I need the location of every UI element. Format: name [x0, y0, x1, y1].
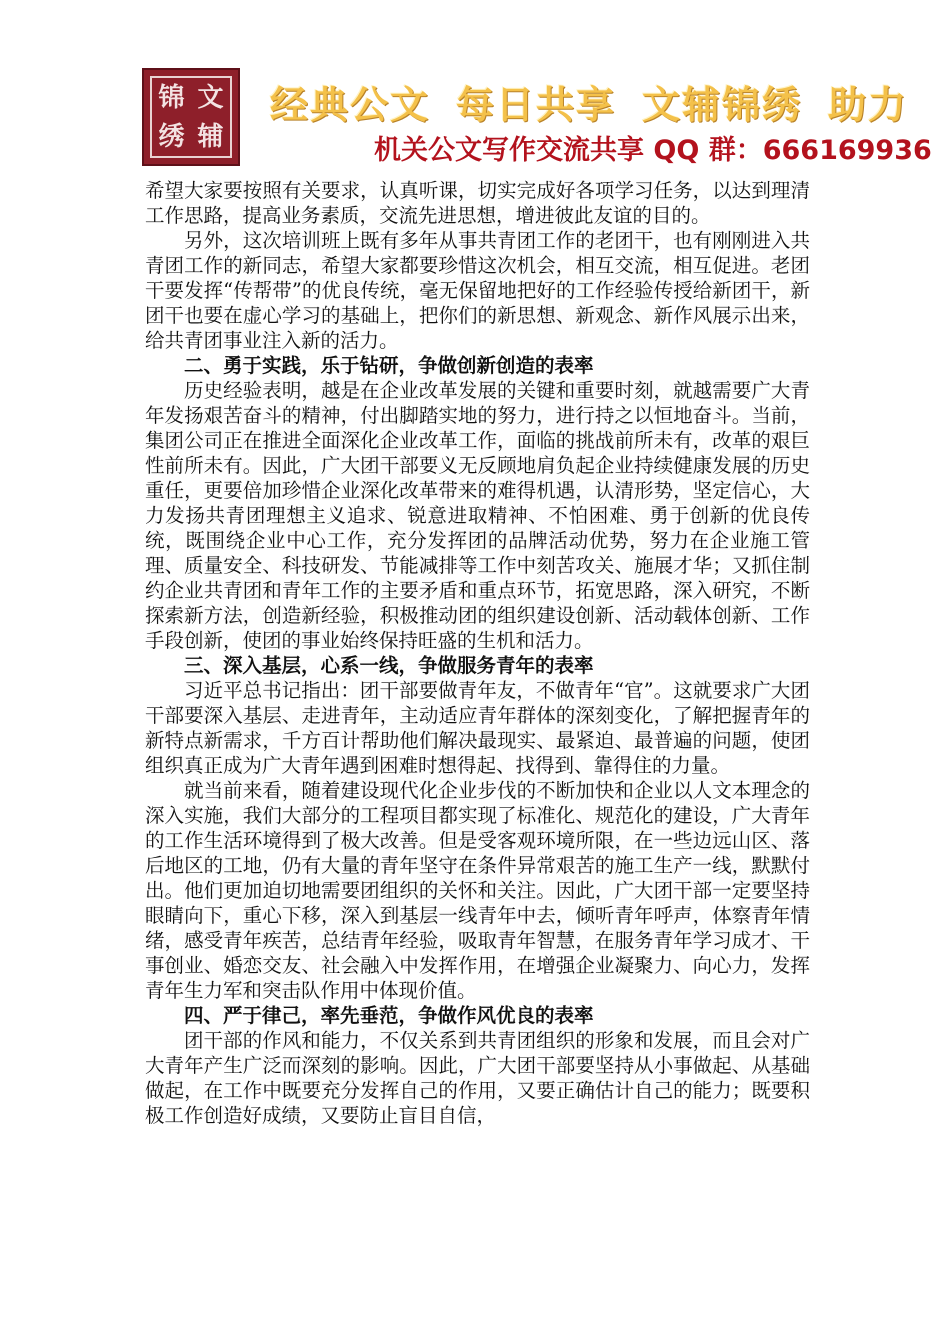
- slogan-item: 文辅锦绣: [642, 83, 803, 127]
- seal-char: 锦: [158, 82, 185, 113]
- section-heading: 二、勇于实践，乐于钻研，争做创新创造的表率: [184, 354, 594, 377]
- slogan-item: 每日共享: [456, 83, 617, 127]
- paragraph: 团干部的作风和能力，不仅关系到共青团组织的形象和发展，而且会对广大青年产生广泛而深刻的影响。因此，广大团干部要坚持从小事做起、从基础做起，在工作中既要充分发挥自己的作用，又要正确估计自己的能力；既要积极工作创造好成绩，又要防止盲目自信，: [145, 1029, 810, 1127]
- banner-slogan: [270, 74, 934, 129]
- seal-characters: [152, 78, 230, 156]
- section-heading: 四、严于律己，率先垂范，争做作风优良的表率: [184, 1004, 594, 1027]
- seal-char: 绣: [158, 121, 185, 152]
- paragraph: 历史经验表明，越是在企业改革发展的关键和重要时刻，就越需要广大青年发扬艰苦奋斗的精神，付出脚踏实地的努力，进行持之以恒地奋斗。当前，集团公司正在推进全面深化企业改革工作，面临的挑战前所未有，改革的艰巨性前所未有。因此，广大团干部要义无反顾地肩负起企业持续健康发展的历史重任，更要倍加珍惜企业深化改革带来的难得机遇，认清形势，坚定信心，大力发扬共青团理想主义追求、锐意进取精神、不怕困难、勇于创新的优良传统，既围绕企业中心工作，充分发挥团的品牌活动优势，努力在企业施工管理、质量安全、科技研发、节能减排等工作中刻苦攻关、施展才华；又抓住制约企业共青团和青年工作的主要矛盾和重点环节，拓宽思路，深入研究，不断探索新方法，创造新经验，积极推动团的组织建设创新、活动载体创新、工作手段创新，使团的事业始终保持旺盛的生机和活力。: [145, 379, 810, 652]
- paragraph: 习近平总书记指出：团干部要做青年友，不做青年“官”。这就要求广大团干部要深入基层、走进青年，主动适应青年群体的深刻变化，了解把握青年的新特点新需求，千方百计帮助他们解决最现实、最紧迫、最普遍的问题，使团组织真正成为广大青年遇到困难时想得起、找得到、靠得住的力量。: [145, 679, 810, 777]
- qq-group-line: 机关公文写作交流共享 QQ 群：666169936: [374, 135, 932, 166]
- slogan-item: 助力: [828, 83, 909, 127]
- seal-logo: [142, 68, 240, 166]
- seal-char: 辅: [197, 121, 224, 152]
- section-heading: 三、深入基层，心系一线，争做服务青年的表率: [184, 654, 594, 677]
- header-banner: [142, 68, 950, 168]
- paragraph: 希望大家要按照有关要求，认真听课，切实完成好各项学习任务，以达到理清工作思路，提高业务素质，交流先进思想，增进彼此友谊的目的。: [145, 179, 810, 227]
- document-body: [145, 178, 810, 1128]
- seal-char: 文: [197, 82, 224, 113]
- paragraph: 另外，这次培训班上既有多年从事共青团工作的老团干，也有刚刚进入共青团工作的新同志，希望大家都要珍惜这次机会，相互交流，相互促进。老团干要发挥“传帮带”的优良传统，毫无保留地把好的工作经验传授给新团干，新团干也要在虚心学习的基础上，把你们的新思想、新观念、新作风展示出来，给共青团事业注入新的活力。: [145, 229, 810, 352]
- slogan-item: 经典公文: [270, 83, 431, 127]
- paragraph: 就当前来看，随着建设现代化企业步伐的不断加快和企业以人文本理念的深入实施，我们大部分的工程项目都实现了标准化、规范化的建设，广大青年的工作生活环境得到了极大改善。但是受客观环境所限，在一些边远山区、落后地区的工地，仍有大量的青年坚守在条件异常艰苦的施工生产一线，默默付出。他们更加迫切地需要团组织的关怀和关注。因此，广大团干部一定要坚持眼睛向下，重心下移，深入到基层一线青年中去，倾听青年呼声，体察青年情绪，感受青年疾苦，总结青年经验，吸取青年智慧，在服务青年学习成才、干事创业、婚恋交友、社会融入中发挥作用，在增强企业凝聚力、向心力，发挥青年生力军和突击队作用中体现价值。: [145, 779, 810, 1002]
